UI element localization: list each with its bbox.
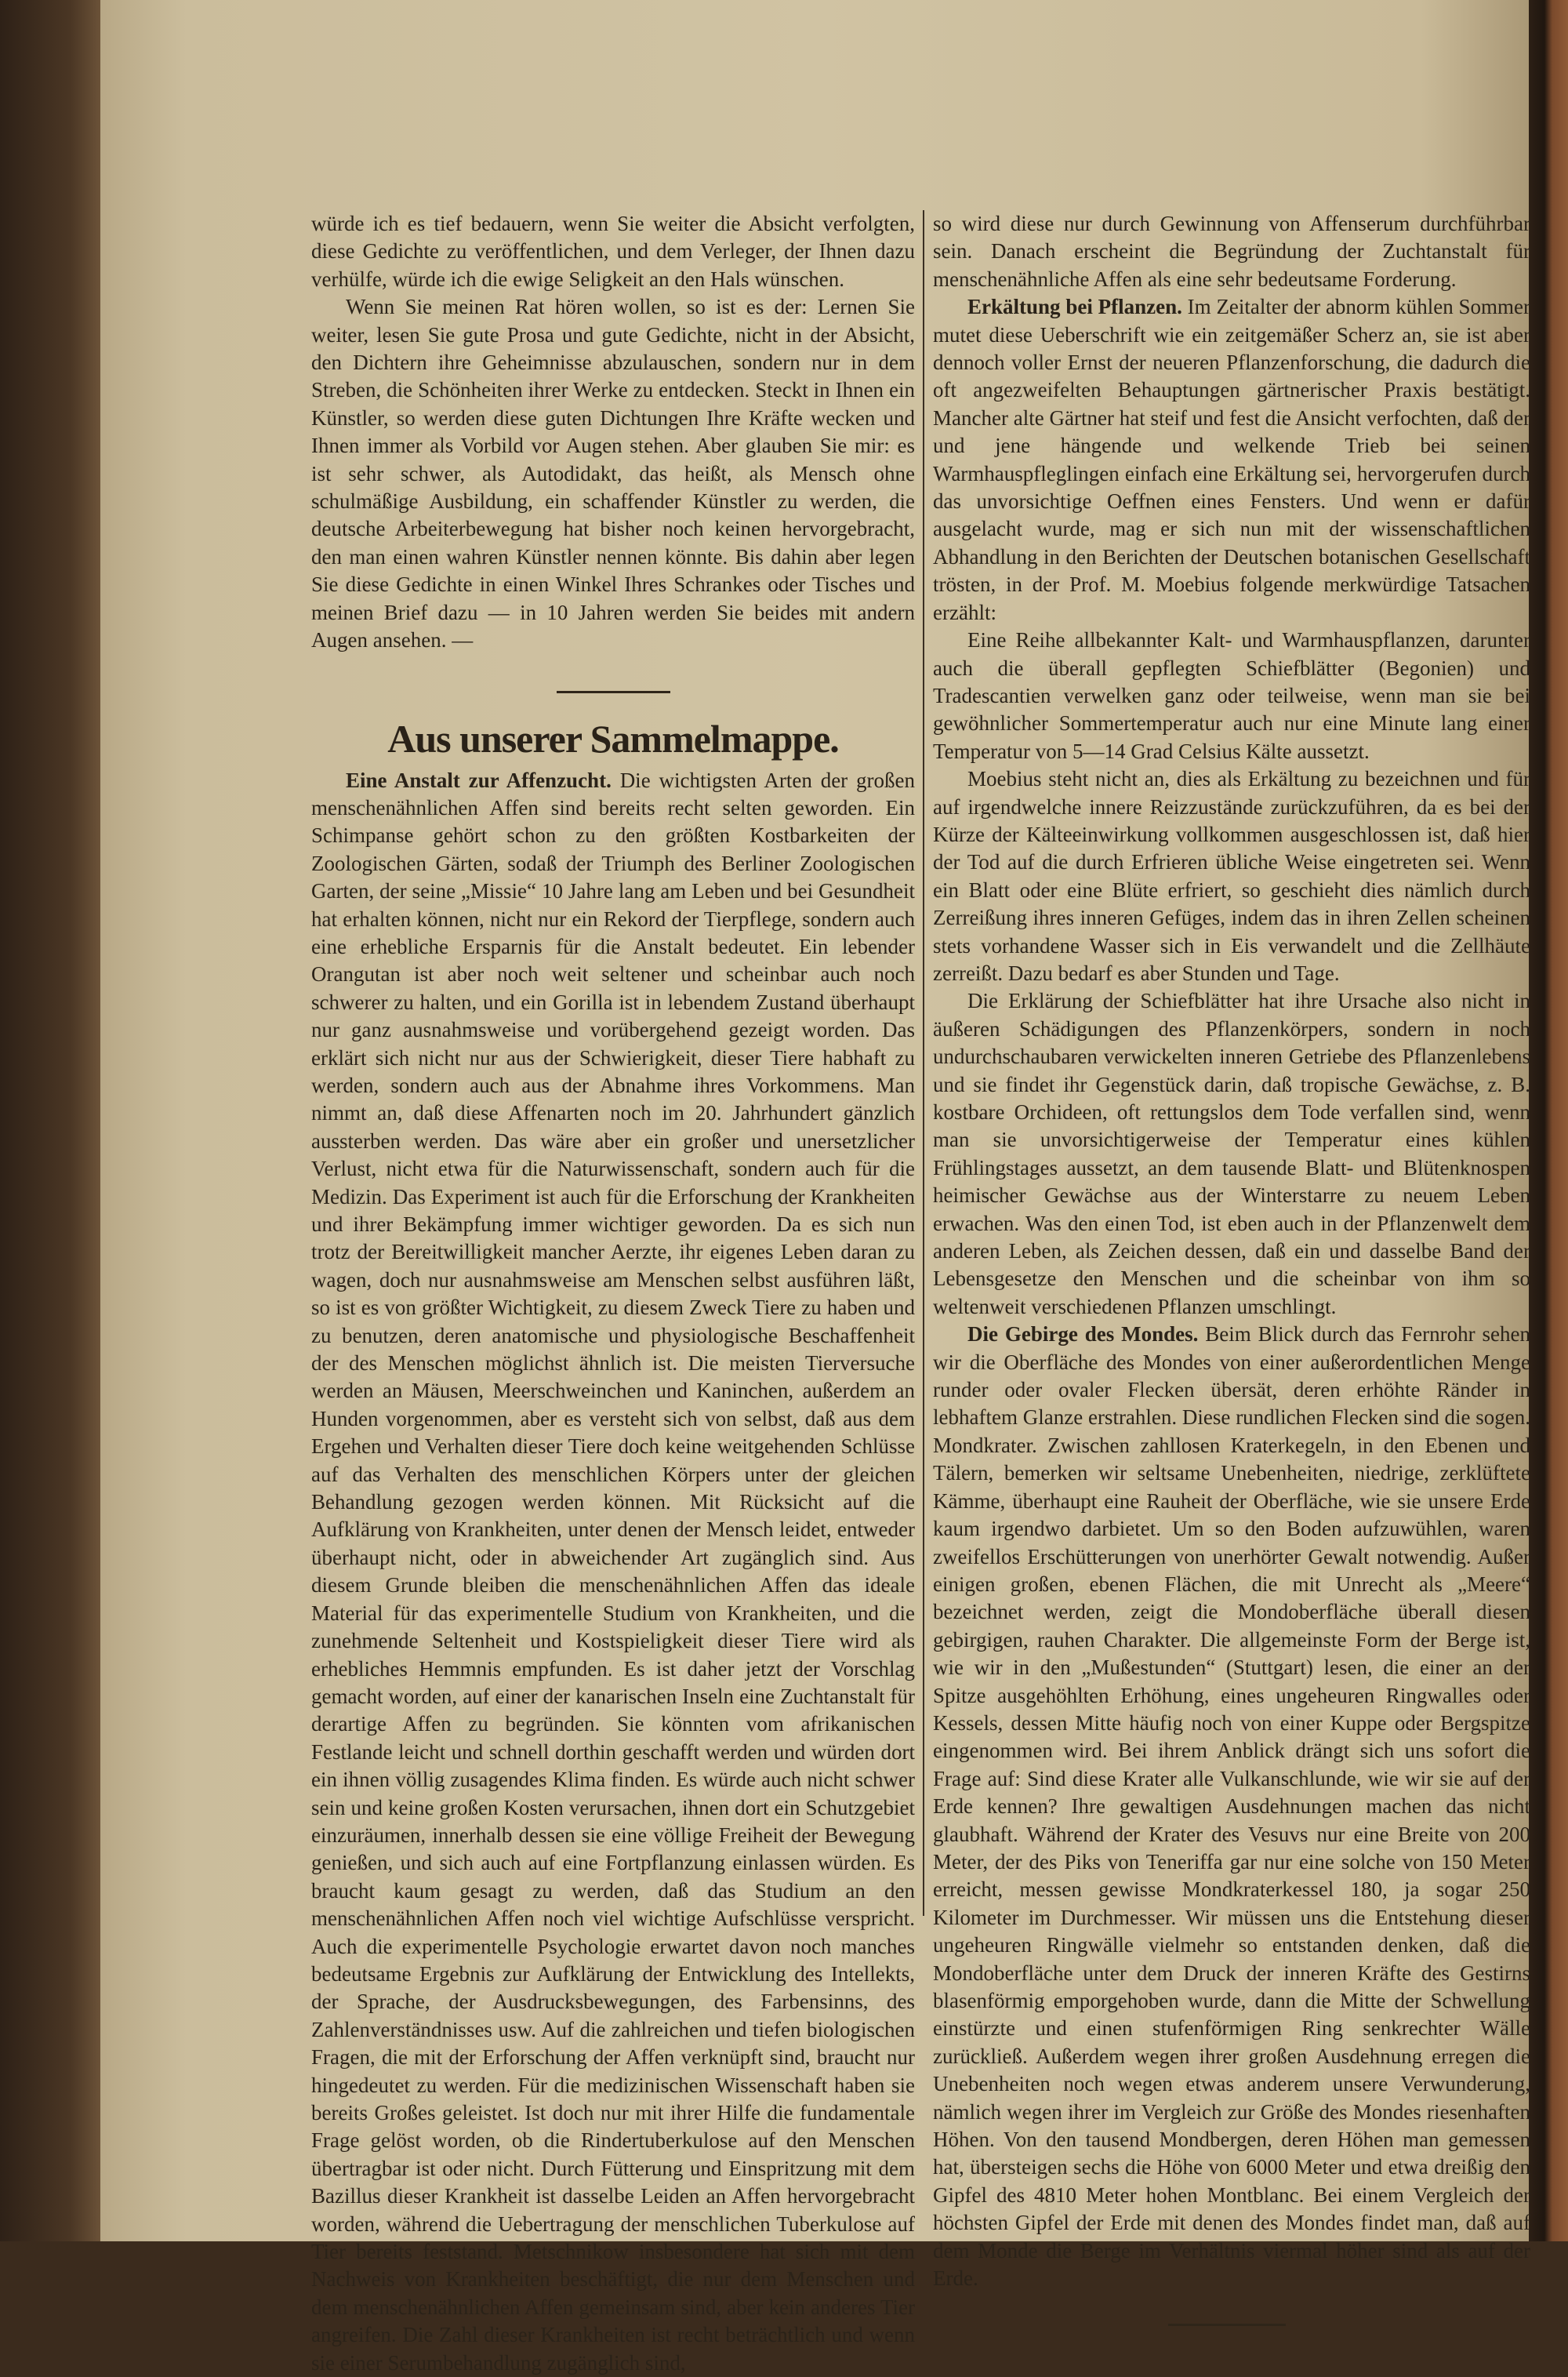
paragraph: Wenn Sie meinen Rat hören wollen, so ist es der: Lernen Sie weiter, lesen Sie gute Prosa und gute Gedichte, nicht in der Absicht, den Dichtern ihre Geheimnisse abzulauschen, sondern nur in dem Streben, die Schönheiten ihrer Werke zu entdecken. Steckt in Ihnen ein Künstler, so werden diese guten Dichtungen Ihre Kräfte wecken und Ihnen immer als Vorbild vor Augen stehen. Aber glauben Sie mir: es ist sehr schwer, als Autodidakt, das heißt, als Mensch ohne schulmäßige Ausbildung, ein schaffender Künstler zu werden, die deutsche Arbeiterbewegung hat bisher noch keinen hervorgebracht, den man einen wahren Künstler nennen könnte. Bis dahin aber legen Sie diese Gedichte in einen Winkel Ihres Schrankes oder Tisches und meinen Brief dazu — in 10 Jahren werden Sie beides mit andern Augen ansehen. — bbox=[311, 293, 915, 654]
article-heading: Die Gebirge des Mondes. bbox=[967, 1322, 1198, 1346]
article-text: Die wichtigsten Arten der großen menschenähnlichen Affen sind bereits recht selten geworden. Ein Schimpanse gehört schon zu den größten Kostbarkeiten der Zoologischen Gärten, sodaß der Triumph des Berliner Zoologischen Garten, der seine „Missie“ 10 Jahre lang am Leben und bei Gesundheit hat erhalten können, nicht nur ein Rekord der Tierpflege, sondern auch eine erhebliche Ersparnis für die Anstalt bedeutet. Ein lebender Orangutan ist aber noch weit seltener und scheinbar auch noch schwerer zu halten, und ein Gorilla ist in lebendem Zustand überhaupt nur ganz ausnahmsweise und vorübergehend gezeigt worden. Das erklärt sich nicht nur aus der Schwierigkeit, dieser Tiere habhaft zu werden, sondern auch aus der Abnahme ihres Vorkommens. Man nimmt an, daß diese Affenarten noch im 20. Jahrhundert gänzlich aussterben werden. Das wäre aber ein großer und unersetzlicher Verlust, nicht etwa für die Naturwissenschaft, sondern auch für die Medizin. Das Experiment ist auch für die Erforschung der Krankheiten und ihrer Bekämpfung immer wichtiger geworden. Da es sich nun trotz der Bereitwilligkeit mancher Aerzte, ihr eigenes Leben daran zu wagen, doch nur ausnahmsweise am Menschen selbst ausführen läßt, so ist es von größter Wichtigkeit, zu diesem Zweck Tiere zu haben und zu benutzen, deren anatomische und physiologische Beschaffenheit der des Menschen möglichst ähnlich ist. Die meisten Tierversuche werden an Mäusen, Meerschweinchen und Kaninchen, außerdem an Hunden vorgenommen, aber es versteht sich von selbst, daß aus dem Ergehen und Verhalten dieser Tiere doch keine weitgehenden Schlüsse auf das Verhalten des menschlichen Körpers unter der gleichen Behandlung gezogen werden können. Mit Rücksicht auf die Aufklärung von Krankheiten, unter denen der Mensch leidet, entweder überhaupt nicht, oder in abweichender Art zugänglich sind. Aus diesem Grunde bleiben die menschenähnlichen Affen das ideale Material für das experimentelle Studium von Krankheiten, und die zunehmende Seltenheit und Kostspieligkeit dieser Tiere wird als erhebliches Hemmnis empfunden. Es ist daher jetzt der Vorschlag gemacht worden, auf einer der kanarischen Inseln eine Zuchtanstalt für derartige Affen zu begründen. Sie könnten vom afrikanischen Festlande leicht und schnell dorthin geschafft werden und würden dort ein ihnen völlig zusagendes Klima finden. Es würde auch nicht schwer sein und keine großen Kosten verursachen, ihnen dort ein Schutzgebiet einzuräumen, innerhalb dessen sie eine völlige Freiheit der Bewegung genießen, und sich auch auf eine Fortpflanzung einlassen würden. Es braucht kaum gesagt zu werden, daß das Studium an den menschenähnlichen Affen noch viel wichtige Aufschlüsse verspricht. Auch die experimentelle Psychologie erwartet davon noch manches bedeutsame Ergebnis zur Aufklärung der Entwicklung des Intellekts, der Sprache, der Ausdrucksbewegungen, des Farbensinns, des Zahlenverständnisses usw. Auf die zahlreichen und tiefen biologischen Fragen, die mit der Erforschung der Affen verknüpft sind, braucht nur hingedeutet zu werden. Für die medizinischen Wissenschaft haben sie bereits Großes geleistet. Ist doch nur mit ihrer Hilfe die fundamentale Frage gelöst worden, ob die Rindertuberkulose auf den Menschen übertragbar ist oder nicht. Durch Fütterung und Einspritzung mit dem Bazillus dieser Krankheit ist dasselbe Leiden an Affen hervorgebracht worden, während die Uebertragung der menschlichen Tuberkulose auf Tier bereits feststand. Metschnikow insbesondere hat sich mit dem Nachweis von Krankheiten beschäftigt, die nur dem Menschen und dem menschenähnlichen Affen gemeinsam sind, aber kein anderes Tier angreifen. Die Zahl dieser Krankheiten ist recht beträchtlich und wenn sie einer Serumbehandlung zugänglich sind, bbox=[311, 769, 915, 2375]
section-title: Aus unserer Sammelmappe. bbox=[311, 717, 915, 761]
article-text: Beim Blick durch das Fernrohr sehen wir die Oberfläche des Mondes von einer außerordentlichen Menge runder oder ovaler Flecken übersät, deren erhöhte Ränder in lebhaftem Glanze erstrahlen. Diese rundlichen Flecken sind die sogen. Mondkrater. Zwischen zahllosen Kraterkegeln, in den Ebenen und Tälern, bemerken wir seltsame Unebenheiten, niedrige, zerklüftete Kämme, überhaupt eine Rauheit der Oberfläche, wie sie unsere Erde kaum irgendwo darbietet. Um so den Boden aufzuwühlen, waren zweifellos Erschütterungen von unerhörter Gewalt notwendig. Außer einigen großen, ebenen Flächen, die mit Unrecht als „Meere“ bezeichnet werden, zeigt die Mondoberfläche überall diesen gebirgigen, rauhen Charakter. Die allgemeinste Form der Berge ist, wie wir in den „Mußestunden“ (Stuttgart) lesen, die einer an der Spitze ausgehöhlten Erhöhung, eines ungeheuren Ringwalles oder Kessels, dessen Mitte häufig noch von einer Kuppe oder Bergspitze eingenommen wird. Bei ihrem Anblick drängt sich uns sofort die Frage auf: Sind diese Krater alle Vulkanschlunde, wie wir sie auf der Erde kennen? Ihre gewaltigen Ausdehnungen machen das nicht glaubhaft. Während der Krater des Vesuvs nur eine Breite von 200 Meter, der des Piks von Teneriffa gar nur eine solche von 150 Meter erreicht, messen gewisse Mondkraterkessel 180, ja sogar 250 Kilometer im Durchmesser. Wir müssen uns die Entstehung dieser ungeheuren Ringwälle vielmehr so entstanden denken, daß die Mondoberfläche unter dem Druck der inneren Kräfte des Gestirns blasenförmig emporgehoben wurde, dann die Mitte der Schwellung einstürzte und einen stufenförmigen Ring senkrechter Wälle zurückließ. Außerdem wegen ihrer großen Ausdehnung erregen die Unebenheiten noch wegen etwas anderem unsere Verwunderung, nämlich wegen ihrer im Vergleich zur Größe des Mondes riesenhaften Höhen. Von den tausend Mondbergen, deren Höhen man gemessen hat, übersteigen sechs die Höhe von 6000 Meter und etwa dreißig den Gipfel des 4810 Meter hohen Montblanc. Bei einem Vergleich der höchsten Gipfel der Erde mit denen des Mondes findet man, daß auf dem Monde die Berge im Verhältnis viermal höher sind als auf der Erde. bbox=[933, 1322, 1530, 2290]
paragraph: Moebius steht nicht an, dies als Erkältung zu bezeichnen und für auf irgendwelche innere Reizzustände zurückzuführen, da es bei der Kürze der Kälteeinwirkung vollkommen ausgeschlossen ist, daß hier der Tod auf die durch Erfrieren übliche Weise eingetreten sei. Wenn ein Blatt oder eine Blüte erfriert, so geschieht dies nämlich durch Zerreißung ihres inneren Gefüges, indem das in ihren Zellen scheinen stets vorhandene Wasser sich in Eis verwandelt und die Zellhäute zerreißt. Dazu bedarf es aber Stunden und Tage. bbox=[933, 765, 1530, 987]
article-heading: Eine Anstalt zur Affenzucht. bbox=[346, 769, 612, 792]
paragraph: würde ich es tief bedauern, wenn Sie weiter die Absicht verfolgten, diese Gedichte zu veröffentlichen, und dem Verleger, der Ihnen dazu verhülfe, würde ich die ewige Seligkeit an den Hals wünschen. bbox=[311, 210, 915, 293]
paragraph: Eine Reihe allbekannter Kalt- und Warmhauspflanzen, darunter auch die überall gepflegten Schiefblätter (Begonien) und Tradescantien verwelken ganz oder teilweise, wenn man sie bei gewöhnlicher Sommertemperatur auch nur eine Minute lang einer Temperatur von 5—14 Grad Celsius Kälte aussetzt. bbox=[933, 627, 1530, 765]
column-divider bbox=[923, 210, 924, 1916]
article-heading: Erkältung bei Pflanzen. bbox=[967, 295, 1182, 318]
article-text: Im Zeitalter der abnorm kühlen Sommer mutet diese Ueberschrift wie ein zeitgemäßer Scherz an, sie ist aber dennoch voller Ernst der neueren Pflanzenforschung, die dadurch die oft angezweifelten Behauptungen gärtnerischer Praxis bestätigt. Mancher alte Gärtner hat steif und fest die Ansicht verfochten, daß der und jene hängende und welkende Trieb bei seinen Warmhauspfleglingen einfach eine Erkältung sei, hervorgerufen durch das unvorsichtige Oeffnen eines Fensters. Und wenn er dafür ausgelacht wurde, mag er sich nun mit der wissenschaftlichen Abhandlung in den Berichten der Deutschen botanischen Gesellschaft trösten, in der Prof. M. Moebius folgende merkwürdige Tatsachen erzählt: bbox=[933, 295, 1530, 623]
article-erkaeltung bbox=[933, 293, 1530, 627]
right-column bbox=[933, 210, 1560, 1935]
book-binding-left bbox=[0, 0, 100, 2241]
paragraph: Die Erklärung der Schiefblätter hat ihre Ursache also nicht in äußeren Schädigungen des Pflanzenkörpers, sondern in noch undurchschaubaren verwickelten inneren Getriebe des Pflanzenlebens und sie findet ihr Gegenstück darin, daß tropische Gewächse, z. B. kostbare Orchideen, oft rettungslos dem Tode verfallen sind, wenn man sie unvorsichtigerweise der Temperatur eines kühlen Frühlingstages aussetzt, an dem tausende Blatt- und Blütenknospen heimischer Gewächse aus der Winterstarre zu neuem Leben erwachen. Was den einen Tod, ist eben auch in der Pflanzenwelt dem anderen Leben, als Zeichen dessen, daß ein und dasselbe Band der Lebensgesetze den Menschen und die scheinbar von ihm so weltenweit verschiedenen Pflanzen umschlingt. bbox=[933, 987, 1530, 1321]
article-gebirge-des-mondes bbox=[933, 1321, 1530, 2292]
paragraph: so wird diese nur durch Gewinnung von Affenserum durchführbar sein. Danach erscheint die Begründung der Zuchtanstalt für menschenähnliche Affen als eine sehr bedeutsame Forderung. bbox=[933, 210, 1530, 293]
end-rule bbox=[1168, 2324, 1286, 2326]
article-affenzucht bbox=[311, 767, 915, 2377]
section-separator-rule bbox=[557, 691, 670, 693]
left-column bbox=[311, 210, 915, 2377]
